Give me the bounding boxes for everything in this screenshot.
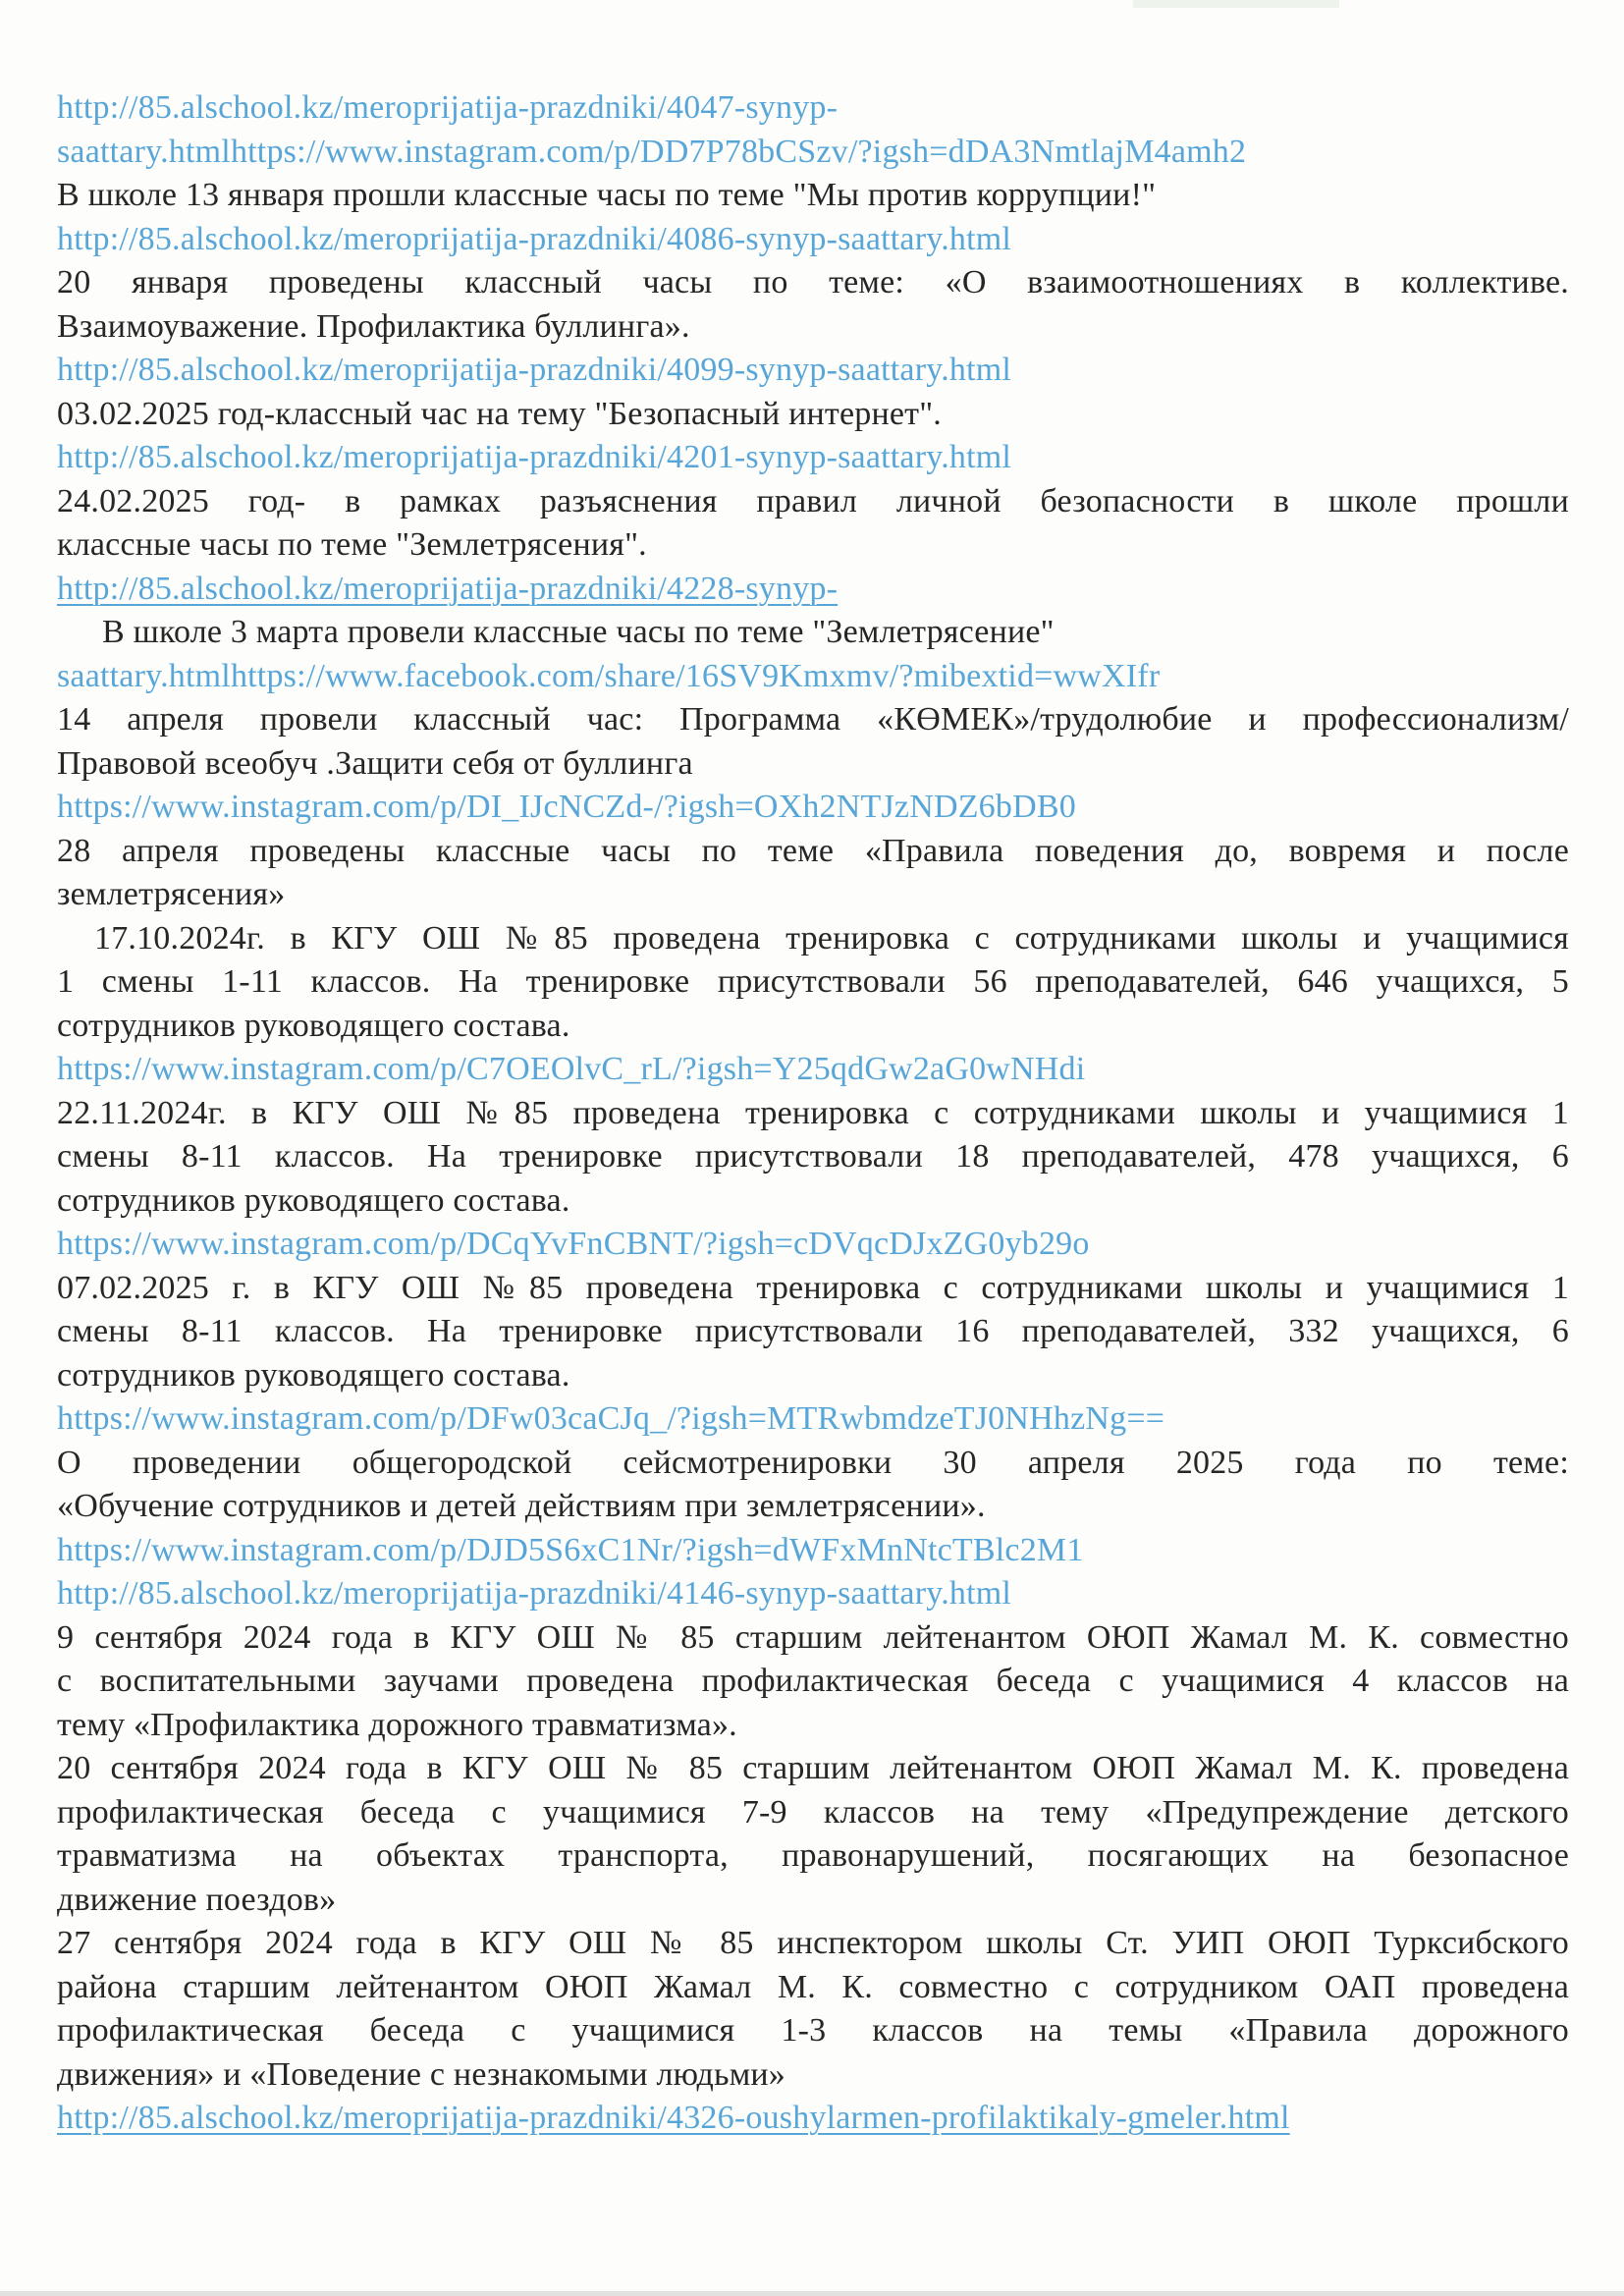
text-line: В школе 3 марта провели классные часы по теме "Землетрясение" — [102, 614, 1055, 650]
hyperlink-line[interactable]: saattary.htmlhttps://www.facebook.com/share/16SV9Kmxmv/?mibextid=wwXIfr — [57, 657, 1161, 694]
text-line: 07.02.2025 г. в КГУ ОШ №85 проведена тренировка с сотрудниками школы и учащимися 1 — [57, 1269, 1569, 1306]
text-line: травматизма на объектах транспорта, правонарушений, посягающих на безопасное — [57, 1837, 1569, 1874]
text-line: 03.02.2025 год-классный час на тему "Безопасный интернет". — [57, 395, 942, 432]
hyperlink-line[interactable]: http://85.alschool.kz/meroprijatija-prazdniki/4086-synyp-saattary.html — [57, 220, 1012, 257]
hyperlink-line[interactable]: http://85.alschool.kz/meroprijatija-prazdniki/4228-synyp- — [57, 570, 839, 607]
text-line: сотрудников руководящего состава. — [57, 1356, 570, 1394]
text-line: 20 января проведены классный часы по теме: «О взаимоотношениях в коллективе. — [57, 264, 1569, 301]
scanned-document-page — [57, 86, 1569, 2141]
text-line: 17.10.2024г. в КГУ ОШ №85 проведена тренировка с сотрудниками школы и учащимися — [94, 919, 1569, 957]
text-line: В школе 13 января прошли классные часы по теме "Мы против коррупции!" — [57, 177, 1157, 213]
hyperlink-line[interactable]: saattary.htmlhttps://www.instagram.com/p/DD7P78bCSzv/?igsh=dDA3NmtlajM4amh2 — [57, 133, 1247, 170]
text-line: 14 апреля провели классный час: Программа «КӨМЕК»/трудолюбие и профессионализм/ — [57, 701, 1569, 738]
text-line: 28 апреля проведены классные часы по теме «Правила поведения до, вовремя и после — [57, 832, 1569, 869]
text-line: 1 смены 1-11 классов. На тренировке присутствовали 56 преподавателей, 646 учащихся, 5 — [57, 963, 1569, 1000]
text-line: сотрудников руководящего состава. — [57, 1181, 570, 1219]
hyperlink-line[interactable]: https://www.instagram.com/p/DJD5S6xC1Nr/?igsh=dWFxMnNtcTBlc2M1 — [57, 1531, 1084, 1568]
hyperlink-line[interactable]: https://www.instagram.com/p/DI_IJcNCZd-/?igsh=OXh2NTJzNDZ6bDB0 — [57, 789, 1076, 825]
text-line: «Обучение сотрудников и детей действиям при землетрясении». — [57, 1488, 986, 1524]
text-line: 27 сентября 2024 года в КГУ ОШ № 85 инспектором школы Ст. УИП ОЮП Турксибского — [57, 1925, 1569, 1961]
hyperlink-line[interactable]: http://85.alschool.kz/meroprijatija-prazdniki/4201-synyp-saattary.html — [57, 439, 1012, 475]
text-line: тему «Профилактика дорожного травматизма». — [57, 1706, 737, 1743]
text-line: землетрясения» — [57, 876, 286, 912]
hyperlink-line[interactable]: http://85.alschool.kz/meroprijatija-prazdniki/4326-oushylarmen-profilaktikaly-gmeler.html — [57, 2100, 1290, 2136]
text-line: классные часы по теме "Землетрясения". — [57, 526, 647, 563]
text-line: смены 8-11 классов. На тренировке присутствовали 16 преподавателей, 332 учащихся, 6 — [57, 1313, 1569, 1349]
text-line: смены 8-11 классов. На тренировке присутствовали 18 преподавателей, 478 учащихся, 6 — [57, 1138, 1569, 1175]
text-line: 22.11.2024г. в КГУ ОШ №85 проведена тренировка с сотрудниками школы и учащимися 1 — [57, 1094, 1569, 1131]
text-line: района старшим лейтенантом ОЮП Жамал М. К. совместно с сотрудником ОАП проведена — [57, 1968, 1569, 2005]
text-line: профилактическая беседа с учащимися 7-9 классов на тему «Предупреждение детского — [57, 1793, 1569, 1831]
text-line: с воспитательными заучами проведена профилактическая беседа с учащимися 4 классов на — [57, 1663, 1569, 1699]
hyperlink-line[interactable]: http://85.alschool.kz/meroprijatija-prazdniki/4146-synyp-saattary.html — [57, 1575, 1012, 1612]
text-line: 9 сентября 2024 года в КГУ ОШ № 85 старшим лейтенантом ОЮП Жамал М. К. совместно — [57, 1618, 1569, 1656]
text-line: движения» и «Поведение с незнакомыми людьми» — [57, 2055, 786, 2093]
text-line: 24.02.2025 год- в рамках разъяснения правил личной безопасности в школе прошли — [57, 482, 1569, 519]
text-line: профилактическая беседа с учащимися 1-3 классов на темы «Правила дорожного — [57, 2012, 1569, 2049]
hyperlink-line[interactable]: https://www.instagram.com/p/C7OEOlvC_rL/?igsh=Y25qdGw2aG0wNHdi — [57, 1051, 1086, 1087]
text-line: О проведении общегородской сейсмотренировки 30 апреля 2025 года по теме: — [57, 1444, 1569, 1481]
scan-artifact-top — [1133, 0, 1339, 8]
hyperlink-line[interactable]: http://85.alschool.kz/meroprijatija-prazdniki/4047-synyp- — [57, 89, 839, 126]
text-line: движение поездов» — [57, 1881, 337, 1918]
text-line: Правовой всеобуч .Защити себя от буллинга — [57, 744, 693, 782]
text-line: сотрудников руководящего состава. — [57, 1007, 570, 1044]
text-line: Взаимоуважение. Профилактика буллинга». — [57, 307, 690, 345]
scan-edge-artifact — [0, 2291, 1624, 2296]
hyperlink-line[interactable]: https://www.instagram.com/p/DCqYvFnCBNT/?igsh=cDVqcDJxZG0yb29o — [57, 1226, 1090, 1262]
hyperlink-line[interactable]: http://85.alschool.kz/meroprijatija-prazdniki/4099-synyp-saattary.html — [57, 352, 1012, 388]
hyperlink-line[interactable]: https://www.instagram.com/p/DFw03caCJq_/?igsh=MTRwbmdzeTJ0NHhzNg== — [57, 1400, 1165, 1437]
text-line: 20 сентября 2024 года в КГУ ОШ № 85 старшим лейтенантом ОЮП Жамал М. К. проведена — [57, 1750, 1569, 1786]
